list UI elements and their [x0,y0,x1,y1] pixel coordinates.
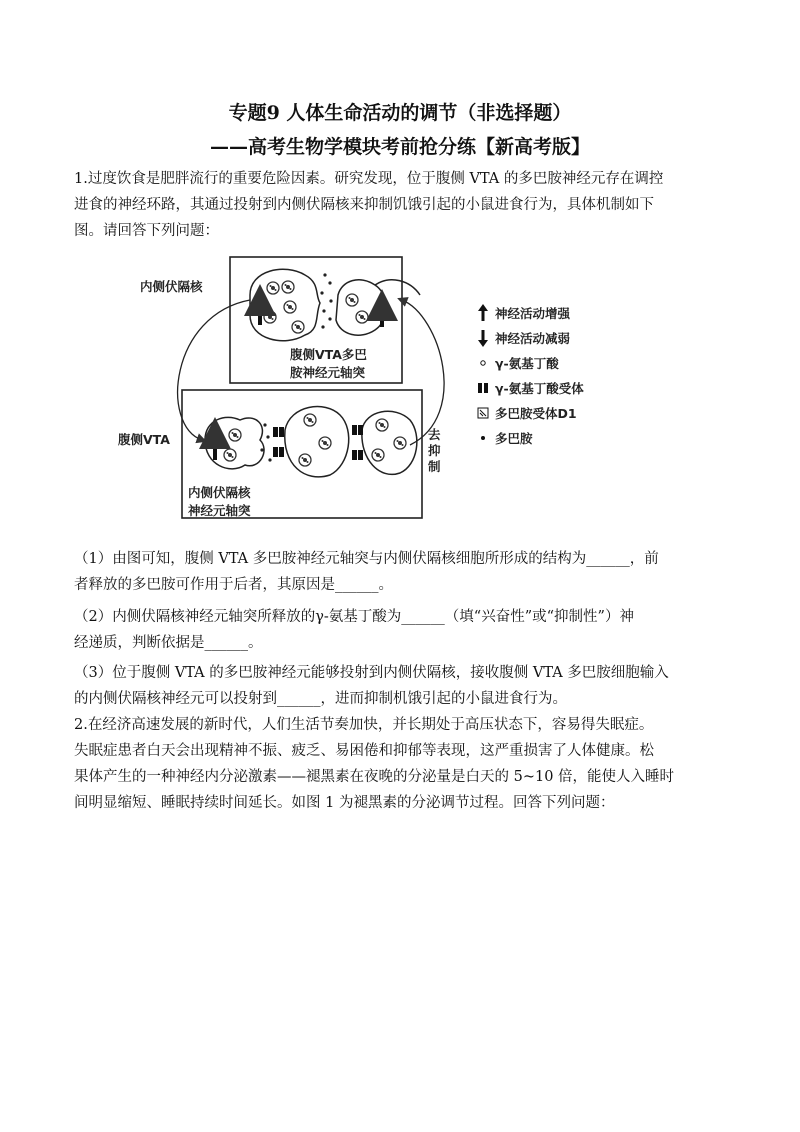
label-vta-axon-2: 胺神经元轴突 [290,365,366,380]
legend-item [475,325,635,350]
q2-line: 失眠症患者白天会出现精神不振、疲乏、易困倦和抑郁等表现，这严重损害了人体健康。松 [74,743,654,759]
dopamine-dot-icon [475,433,491,443]
label-vta: 腹侧VTA [118,432,170,447]
page-subtitle: ——高考生物学模块考前抢分练【新高考版】 [209,136,590,158]
q1-line: 1.过度饮食是肥胖流行的重要危险因素。研究发现，位于腹侧 VTA 的多巴胺神经元存在调控 [74,171,664,187]
legend-item [475,375,635,400]
legend-item [475,350,635,375]
legend-item [475,400,635,425]
q1-line: 图。请回答下列问题： [74,223,219,239]
legend-item [475,425,635,450]
legend-text: 神经活动增强 [495,305,571,321]
legend-text: γ-氨基丁酸受体 [495,380,584,396]
question-1-part-2 [74,604,734,656]
legend-text: 多巴胺受体D1 [495,405,577,421]
gaba-receptor-icon [475,382,491,394]
q1-sub-line: （2）内侧伏隔核神经元轴突所释放的γ-氨基丁酸为______（填“兴奋性”或“抑制性”）神 [74,609,634,625]
legend-text: γ-氨基丁酸 [495,355,559,371]
legend-text: 多巴胺 [495,430,533,446]
q1-sub-line: （1）由图可知，腹侧 VTA 多巴胺神经元轴突与内侧伏隔核细胞所形成的结构为______，前 [74,551,659,567]
label-disinhibit-1: 去 [428,427,441,442]
q1-line: 进食的神经环路，其通过投射到内侧伏隔核来抑制饥饿引起的小鼠进食行为，具体机制如下 [74,197,654,213]
question-2-stem [74,712,734,816]
label-disinhibit-2: 抑 [428,443,441,458]
label-nac-axon-1: 内侧伏隔核 [188,485,251,500]
q2-line: 间明显缩短、睡眠持续时间延长。如图 1 为褪黑素的分泌调节过程。回答下列问题： [74,795,615,811]
q1-sub-line: 经递质，判断依据是______。 [74,635,263,651]
q2-line: 2.在经济高速发展的新时代，人们生活节奏加快，并长期处于高压状态下，容易得失眠症。 [74,717,654,733]
page-title: 专题9 人体生命活动的调节（非选择题） [228,102,572,124]
legend-text: 神经活动减弱 [495,330,571,346]
question-1-part-3 [74,660,734,712]
q1-sub-line: （3）位于腹侧 VTA 的多巴胺神经元能够投射到内侧伏隔核，接收腹侧 VTA 多巴胺细胞输入 [74,665,669,681]
question-1-stem [74,166,734,244]
arrow-down-icon [475,329,491,347]
legend-item [475,300,635,325]
label-nac: 内侧伏隔核 [140,279,203,294]
q1-sub-line: 的内侧伏隔核神经元可以投射到______，进而抑制机饿引起的小鼠进食行为。 [74,691,567,707]
gaba-dot-icon [475,358,491,368]
d1-receptor-icon [475,407,491,419]
q2-line: 果体产生的一种神经内分泌激素——褪黑素在夜晚的分泌量是白天的 5~10 倍，能使人入睡时 [74,769,675,785]
label-nac-axon-2: 神经元轴突 [188,503,251,518]
figure-legend [475,300,635,450]
arrow-up-icon [475,304,491,322]
label-vta-axon-1: 腹侧VTA多巴 [290,347,367,362]
question-1-part-1 [74,546,734,598]
q1-sub-line: 者释放的多巴胺可作用于后者，其原因是______。 [74,577,393,593]
label-disinhibit-3: 制 [428,459,441,474]
